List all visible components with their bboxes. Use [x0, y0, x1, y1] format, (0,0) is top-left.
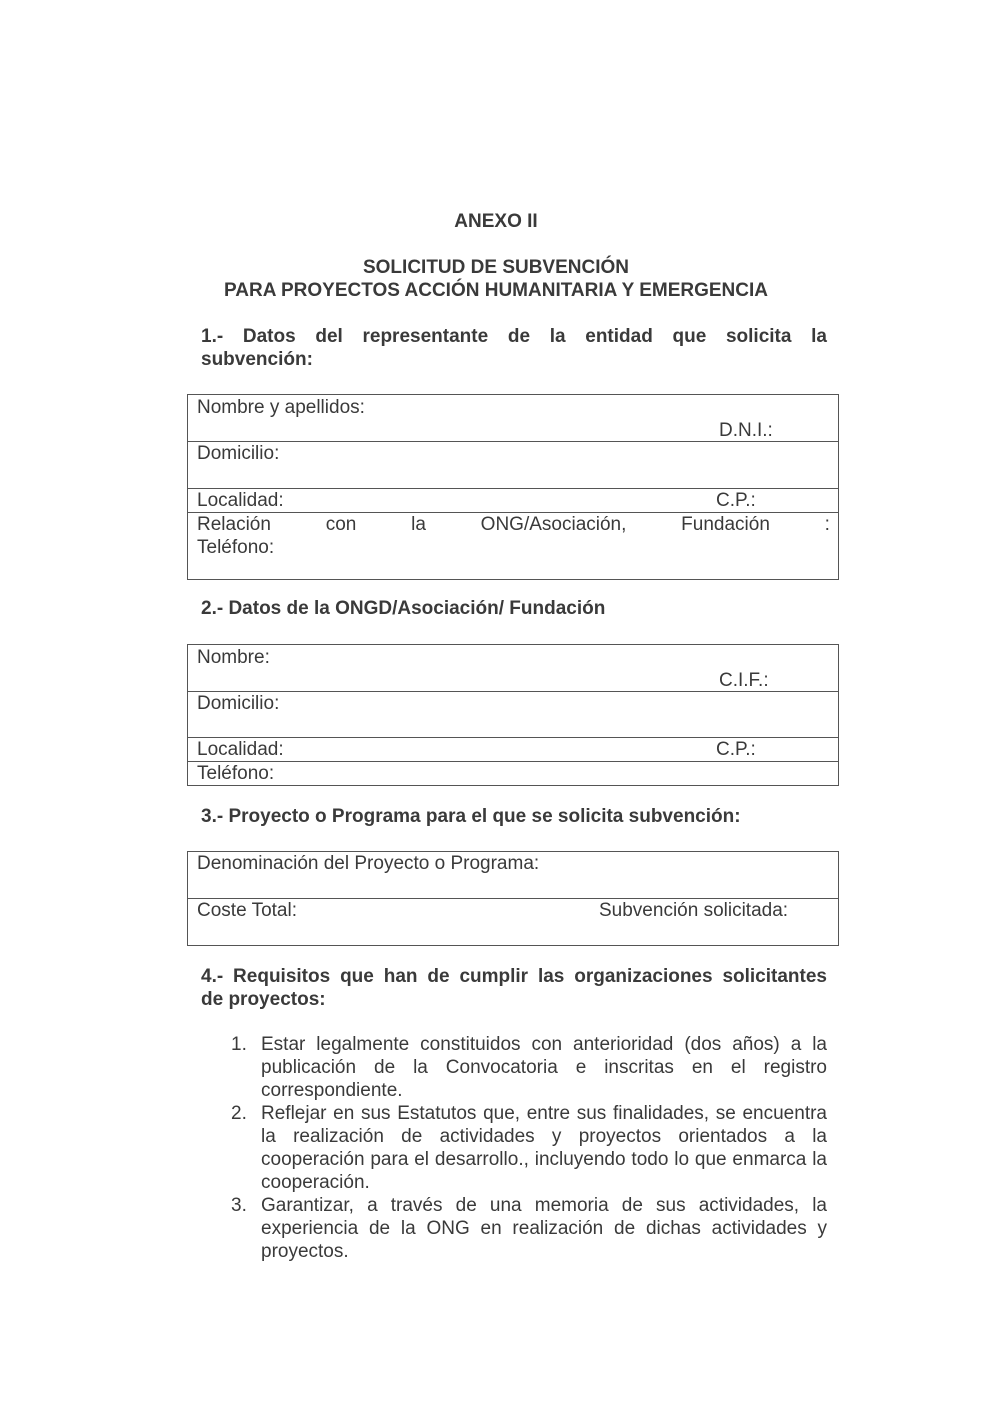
relacion-word: con — [325, 514, 357, 535]
label-subvencion-solicitada: Subvención solicitada: — [599, 900, 789, 921]
list-item — [229, 1033, 827, 1102]
label-localidad: Localidad: — [197, 490, 284, 511]
list-item-text: Garantizar, a través de una memoria de sus actividades, la experiencia de la ONG en realización de dichas actividades y proyectos. — [261, 1195, 827, 1262]
section-4-heading-line-1: 4.- Requisitos que han de cumplir las organizaciones solicitantes — [201, 966, 827, 987]
list-item-number: 2. — [231, 1103, 247, 1124]
relacion-word: : — [824, 514, 830, 535]
relacion-line — [197, 513, 830, 536]
organization-form-table — [187, 644, 839, 786]
label-cif: C.I.F.: — [719, 670, 769, 691]
list-item-number: 3. — [231, 1195, 247, 1216]
row-relacion-telefono[interactable] — [188, 513, 838, 579]
row-coste-subvencion[interactable] — [188, 899, 838, 945]
subtitle-line-2: PARA PROYECTOS ACCIÓN HUMANITARIA Y EMERGENCIA — [223, 280, 768, 301]
relacion-word: Relación — [197, 514, 271, 535]
row-telefono[interactable] — [188, 762, 838, 785]
list-item-text: Reflejar en sus Estatutos que, entre sus finalidades, se encuentra la realización de actividades y proyectos orientados a la cooperación para el desarrollo., incluyendo todo lo que enmarca la cooperación. — [261, 1103, 827, 1193]
section-1-heading-line-2: subvención: — [201, 349, 313, 370]
list-item-text: Estar legalmente constituidos con anterioridad (dos años) a la publicación de la Convocatoria e inscritas en el registro correspondiente. — [261, 1034, 827, 1101]
label-telefono: Teléfono: — [197, 537, 275, 558]
row-localidad-cp[interactable] — [188, 489, 838, 513]
section-4-heading-line-2: de proyectos: — [201, 989, 326, 1010]
relacion-word: ONG/Asociación, — [480, 514, 627, 535]
row-localidad-cp[interactable] — [188, 738, 838, 762]
section-2-heading: 2.- Datos de la ONGD/Asociación/ Fundación — [201, 598, 606, 619]
label-denominacion: Denominación del Proyecto o Programa: — [197, 853, 540, 874]
section-4-heading — [201, 965, 827, 1011]
label-dni: D.N.I.: — [719, 420, 773, 441]
label-cp: C.P.: — [716, 490, 756, 511]
label-domicilio: Domicilio: — [197, 693, 280, 714]
label-domicilio: Domicilio: — [197, 443, 280, 464]
label-localidad: Localidad: — [197, 739, 284, 760]
row-nombre-dni[interactable] — [188, 395, 838, 442]
annex-title: ANEXO II — [454, 211, 538, 232]
representative-form-table — [187, 394, 839, 580]
label-cp: C.P.: — [716, 739, 756, 760]
list-item-number: 1. — [231, 1034, 247, 1055]
list-item — [229, 1194, 827, 1263]
list-item — [229, 1102, 827, 1194]
row-domicilio[interactable] — [188, 442, 838, 489]
label-nombre-apellidos: Nombre y apellidos: — [197, 397, 365, 418]
label-nombre: Nombre: — [197, 647, 270, 668]
section-1-heading — [201, 325, 827, 371]
requirements-list — [229, 1033, 827, 1263]
row-domicilio[interactable] — [188, 692, 838, 738]
subtitle-line-1: SOLICITUD DE SUBVENCIÓN — [362, 257, 630, 278]
row-nombre-cif[interactable] — [188, 645, 838, 692]
row-denominacion[interactable] — [188, 852, 838, 899]
label-telefono: Teléfono: — [197, 763, 275, 784]
section-1-heading-line-1: 1.- Datos del representante de la entidad que solicita la — [201, 326, 827, 347]
project-form-table — [187, 851, 839, 946]
relacion-word: la — [411, 514, 426, 535]
relacion-word: Fundación — [681, 514, 770, 535]
label-coste-total: Coste Total: — [197, 900, 297, 921]
section-3-heading: 3.- Proyecto o Programa para el que se solicita subvención: — [201, 806, 741, 827]
